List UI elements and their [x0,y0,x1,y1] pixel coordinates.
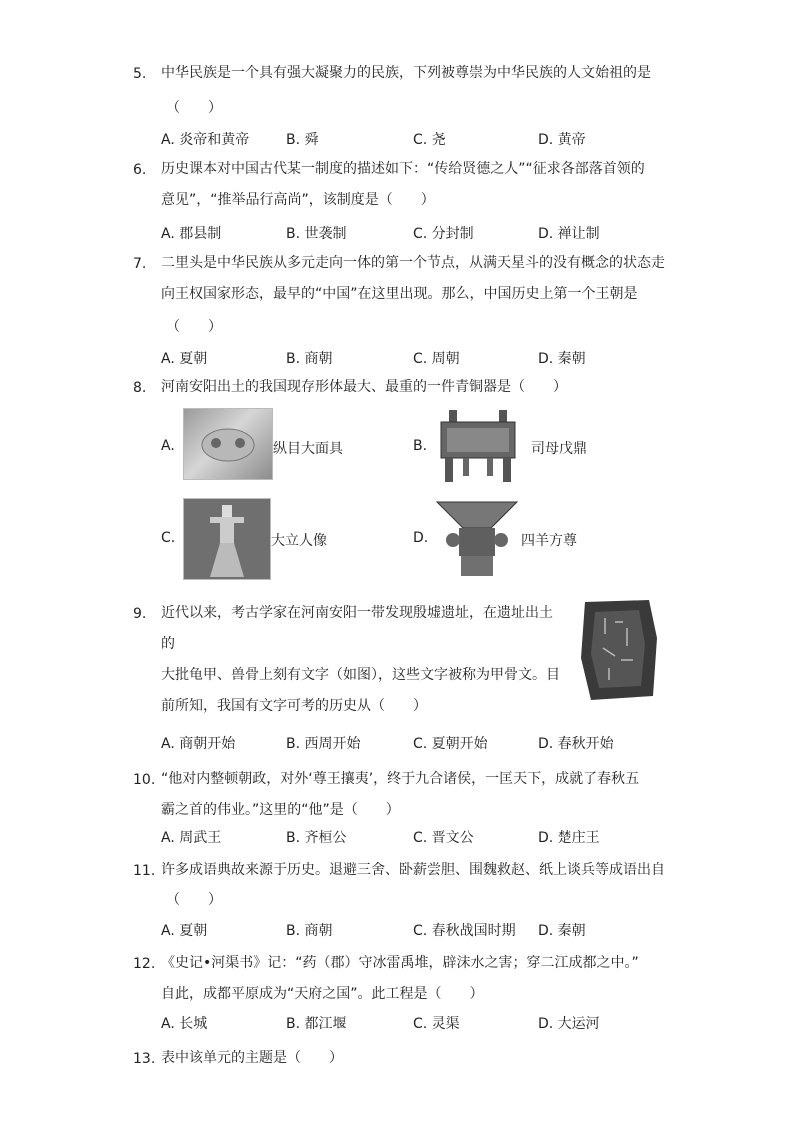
option-c[interactable]: C. 尧 [413,132,446,148]
option-a[interactable]: A. 夏朝 [161,923,208,939]
bronze-mask-icon [184,409,272,479]
bronze-statue-icon [184,499,270,579]
option-a[interactable]: A. 炎帝和黄帝 [161,132,250,148]
option-c[interactable]: C. 春秋战国时期 [413,923,516,939]
answer-paren: （ ） [166,892,222,908]
option-a[interactable]: A. 郡县制 [161,226,222,242]
question-number: 12. [133,956,156,972]
mask-photo [183,408,273,480]
bronze-zun-icon [435,498,519,578]
option-b[interactable]: B. 商朝 [286,923,333,939]
option-a[interactable]: A. 夏朝 [161,351,208,367]
option-a[interactable]: A. 长城 [161,1016,208,1032]
question-stem: 二里头是中华民族从多元走向一体的第一个节点，从满天星斗的没有概念的状态走 向王权国家形态，最早的“中国”在这里出现。那么，中国历史上第一个王朝是 [161,255,665,302]
option-d[interactable]: D. 禅让制 [538,226,600,242]
option-a[interactable]: A. 商朝开始 [161,736,236,752]
image-option-d[interactable]: D. 四羊方尊 [413,498,613,580]
question-number: 6. [133,162,147,178]
option-a[interactable]: A. 周武王 [161,830,222,846]
option-c[interactable]: C. 灵渠 [413,1016,460,1032]
oracle-bone-icon [575,598,661,702]
option-d[interactable]: D. 黄帝 [538,132,586,148]
oracle-bone-photo [575,598,661,702]
question-stem: 历史课本对中国古代某一制度的描述如下：“传给贤德之人”“征求各部落首领的 意见”，“推举品行高尚”，该制度是（ ） [161,161,645,208]
bronze-ding-icon [435,408,521,484]
question-number: 9. [133,606,147,622]
question-number: 11. [133,863,156,879]
option-d[interactable]: D. 秦朝 [538,351,586,367]
option-c[interactable]: C. 周朝 [413,351,460,367]
option-d[interactable]: D. 大运河 [538,1016,600,1032]
question-stem: 河南安阳出土的我国现存形体最大、最重的一件青铜器是（ ） [161,379,567,395]
question-stem: 表中该单元的主题是（ ） [161,1050,343,1066]
question-number: 7. [133,256,147,272]
question-stem: 许多成语典故来源于历史。退避三舍、卧薪尝胆、围魏救赵、纸上谈兵等成语出自 [161,862,665,878]
zun-photo [435,498,519,578]
question-stem: “他对内整顿朝政，对外‘尊王攘夷’，终于九合诸侯，一匡天下，成就了春秋五 霸之首的伟业。”这里的“他”是（ ） [161,771,640,818]
option-b[interactable]: B. 齐桓公 [286,830,347,846]
image-option-c[interactable]: C. 大立人像 [161,498,381,580]
option-b[interactable]: B. 世袭制 [286,226,347,242]
question-number: 13. [133,1051,156,1067]
option-c[interactable]: C. 分封制 [413,226,474,242]
answer-paren: （ ） [166,319,222,335]
option-c[interactable]: C. 晋文公 [413,830,474,846]
option-b[interactable]: B. 西周开始 [286,736,361,752]
question-stem: 中华民族是一个具有强大凝聚力的民族，下列被尊崇为中华民族的人文始祖的是 [161,65,651,81]
option-c[interactable]: C. 夏朝开始 [413,736,488,752]
question-number: 8. [133,380,147,396]
option-d[interactable]: D. 春秋开始 [538,736,614,752]
option-b[interactable]: B. 舜 [286,132,319,148]
statue-photo [183,498,271,580]
image-option-b[interactable]: B. 司母戊鼎 [413,408,613,486]
option-b[interactable]: B. 都江堰 [286,1016,347,1032]
option-d[interactable]: D. 秦朝 [538,923,586,939]
image-option-a[interactable]: A. 纵目大面具 [161,408,381,480]
question-number: 5. [133,66,147,82]
question-stem: 《史记•河渠书》记：“药（郡）守冰雷禹堆，辟沫水之害；穿二江成都之中。” 自此，成都平原成为“天府之国”。此工程是（ ） [161,955,639,1002]
answer-paren: （ ） [166,100,222,116]
question-number: 10. [133,772,156,788]
question-stem: 近代以来，考古学家在河南安阳一带发现殷墟遗址，在遗址出土的 大批龟甲、兽骨上刻有文字（如图），这些文字被称为甲骨文。目 前所知，我国有文字可考的历史从（ ） [161,605,560,714]
option-b[interactable]: B. 商朝 [286,351,333,367]
option-d[interactable]: D. 楚庄王 [538,830,600,846]
ding-photo [435,408,521,484]
